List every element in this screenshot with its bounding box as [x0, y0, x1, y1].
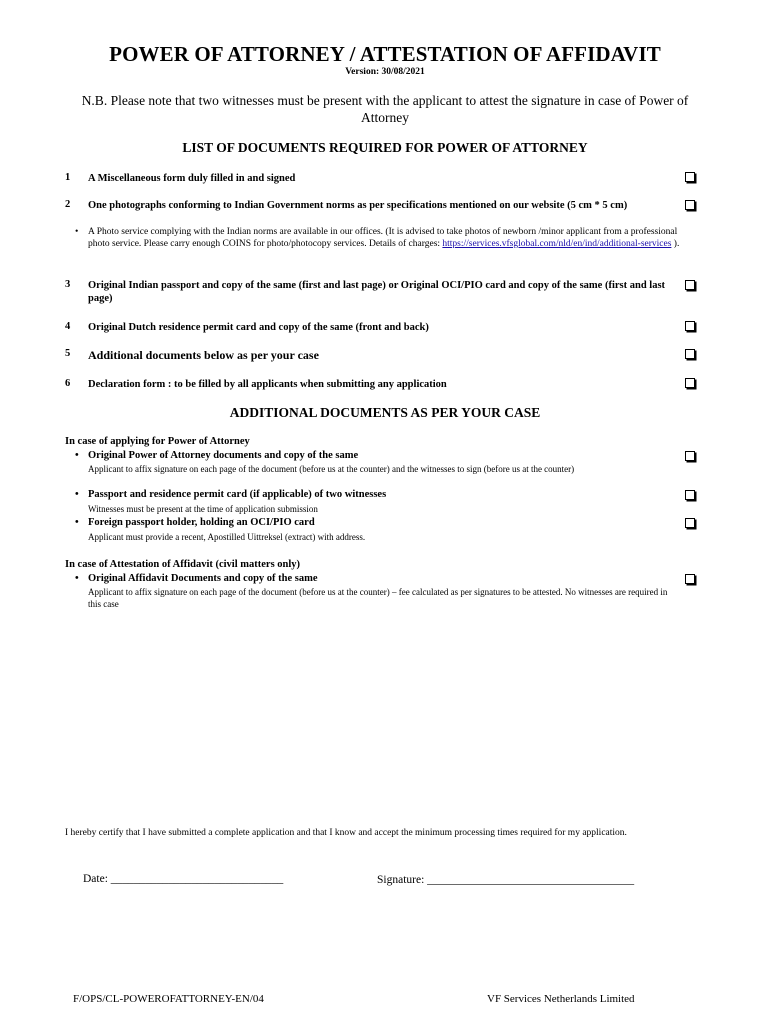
bullet-icon: •	[75, 450, 79, 461]
item-number: 6	[65, 378, 71, 389]
poa-item-note: Witnesses must be present at the time of application submission	[88, 504, 318, 514]
photo-note-text: A Photo service complying with the Indian norms are available in our offices. (It is advised to take photos of newborn /minor applicant from a professional photo service. Please carry enough COINS for photo/photocopy services. Details of charges:	[88, 227, 678, 249]
checkbox-item-3[interactable]	[685, 280, 695, 290]
item-number: 1	[65, 172, 71, 183]
poa-item-title: Passport and residence permit card (if applicable) of two witnesses	[88, 489, 387, 500]
item-number: 4	[65, 321, 71, 332]
item-number: 3	[65, 279, 71, 290]
bullet-icon: •	[75, 517, 79, 528]
checkbox-item-2[interactable]	[685, 200, 695, 210]
poa-item-note: Applicant must provide a recent, Apostilled Uittreksel (extract) with address.	[88, 532, 366, 542]
additional-documents-heading: ADDITIONAL DOCUMENTS AS PER YOUR CASE	[229, 405, 541, 420]
poa-item-title: Original Power of Attorney documents and copy of the same	[88, 450, 359, 461]
signature-field[interactable]: Signature: ____________________________________	[377, 874, 635, 886]
date-field[interactable]: Date: ______________________________	[83, 873, 284, 885]
checkbox-poa-3[interactable]	[685, 518, 695, 528]
checkbox-affidavit-1[interactable]	[685, 574, 695, 584]
affidavit-item-title: Original Affidavit Documents and copy of the same	[88, 573, 318, 584]
bullet-icon: •	[75, 573, 79, 584]
photo-note-end: ).	[671, 239, 680, 249]
additional-services-link[interactable]: https://services.vfsglobal.com/nld/en/ind/additional-services	[442, 239, 672, 249]
document-item: Original Indian passport and copy of the same (first and last page) or Original OCI/PIO card and copy of the same (first and last page)	[88, 280, 666, 304]
poa-item-note: Applicant to affix signature on each page of the document (before us at the counter) and the witnesses to sign (before us at the counter)	[88, 464, 575, 474]
poa-case-heading: In case of applying for Power of Attorney	[65, 436, 250, 447]
document-item: Additional documents below as per your case	[88, 348, 319, 362]
page-title: POWER OF ATTORNEY / ATTESTATION OF AFFIDAVIT	[109, 42, 661, 66]
bullet-icon: •	[75, 227, 79, 237]
certification-text: I hereby certify that I have submitted a complete application and that I know and accept the minimum processing times required for my application.	[65, 828, 627, 838]
document-item: A Miscellaneous form duly filled in and signed	[88, 173, 296, 184]
item-number: 5	[65, 348, 71, 359]
document-item: Original Dutch residence permit card and copy of the same (front and back)	[88, 322, 429, 333]
nb-note: N.B. Please note that two witnesses must be present with the applicant to attest the signature in case of Power of Attorney	[81, 93, 689, 125]
version-label: Version: 30/08/2021	[345, 67, 425, 77]
document-item: One photographs conforming to Indian Government norms as per specifications mentioned on our website (5 cm * 5 cm)	[88, 200, 628, 211]
checkbox-item-4[interactable]	[685, 321, 695, 331]
checkbox-poa-2[interactable]	[685, 490, 695, 500]
checkbox-item-1[interactable]	[685, 172, 695, 182]
checkbox-item-6[interactable]	[685, 378, 695, 388]
footer-form-code: F/OPS/CL-POWEROFATTORNEY-EN/04	[73, 993, 264, 1005]
checkbox-item-5[interactable]	[685, 349, 695, 359]
document-item: Declaration form : to be filled by all applicants when submitting any application	[88, 379, 447, 390]
bullet-icon: •	[75, 489, 79, 500]
footer-company: VF Services Netherlands Limited	[487, 993, 635, 1005]
poa-item-title: Foreign passport holder, holding an OCI/PIO card	[88, 517, 315, 528]
affidavit-case-heading: In case of Attestation of Affidavit (civil matters only)	[65, 559, 301, 570]
affidavit-item-note: Applicant to affix signature on each page of the document (before us at the counter) – fee calculated as per signatures to be attested. No witnesses are required in this case	[88, 587, 668, 609]
documents-list-heading: LIST OF DOCUMENTS REQUIRED FOR POWER OF ATTORNEY	[182, 140, 588, 155]
checkbox-poa-1[interactable]	[685, 451, 695, 461]
item-number: 2	[65, 199, 71, 210]
